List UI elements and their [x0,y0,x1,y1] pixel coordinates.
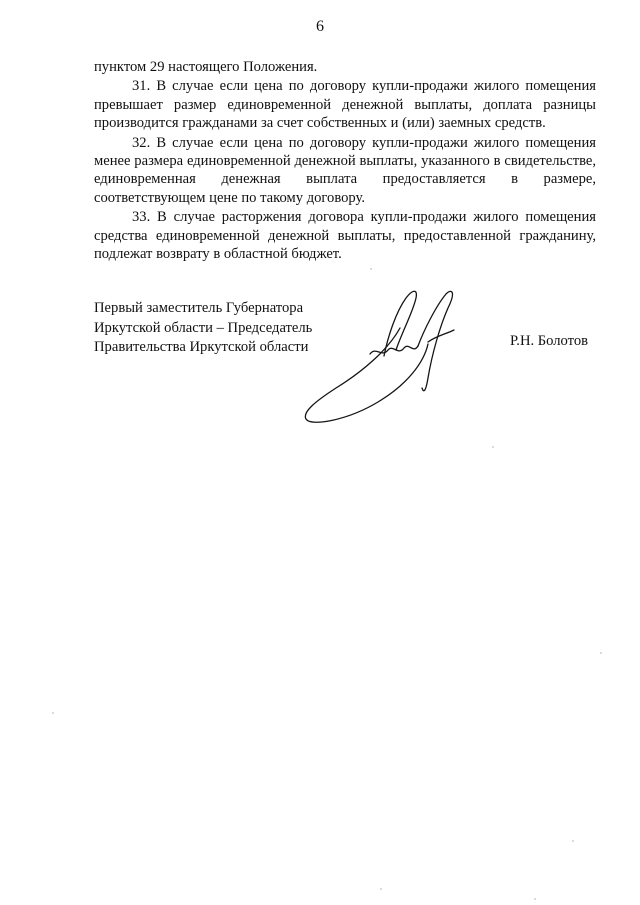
signatory-position-line: Иркутской области – Председатель [94,319,313,336]
signatory-position-line: Первый заместитель Губернатора [94,300,304,316]
signatory-name: Р.Н. Болотов [510,333,589,349]
signatory-position [94,299,312,358]
scan-speck [380,888,382,890]
scan-speck [534,898,536,900]
paragraph-33: 33. В случае расторжения договора купли-продажи жилого помещения средства единовременной денежной выплаты, предоставленной гражданину, подлежат возврату в областной бюджет. [94,209,596,263]
handwritten-signature [296,284,466,426]
scan-speck [52,712,54,714]
scan-speck [572,840,574,842]
page-number: 6 [316,18,324,35]
scan-speck [600,652,602,654]
paragraph-31: 31. В случае если цена по договору купли-продажи жилого помещения превышает размер единовременной денежной выплаты, доплата разницы производится гражданами за счет собственных и (или) заемных средств. [94,78,596,132]
signatory-position-line: Правительства Иркутской области [94,339,309,356]
paragraph-32: 32. В случае если цена по договору купли-продажи жилого помещения менее размера единовременной денежной выплаты, указанного в свидетельстве, единовременная денежная выплата предоставляется в размере, соответствующем цене по такому договору. [94,134,596,206]
scan-speck [370,268,372,270]
paragraph-continuation: пунктом 29 настоящего Положения. [94,59,318,75]
scan-speck [492,446,494,448]
document-body [94,58,596,264]
